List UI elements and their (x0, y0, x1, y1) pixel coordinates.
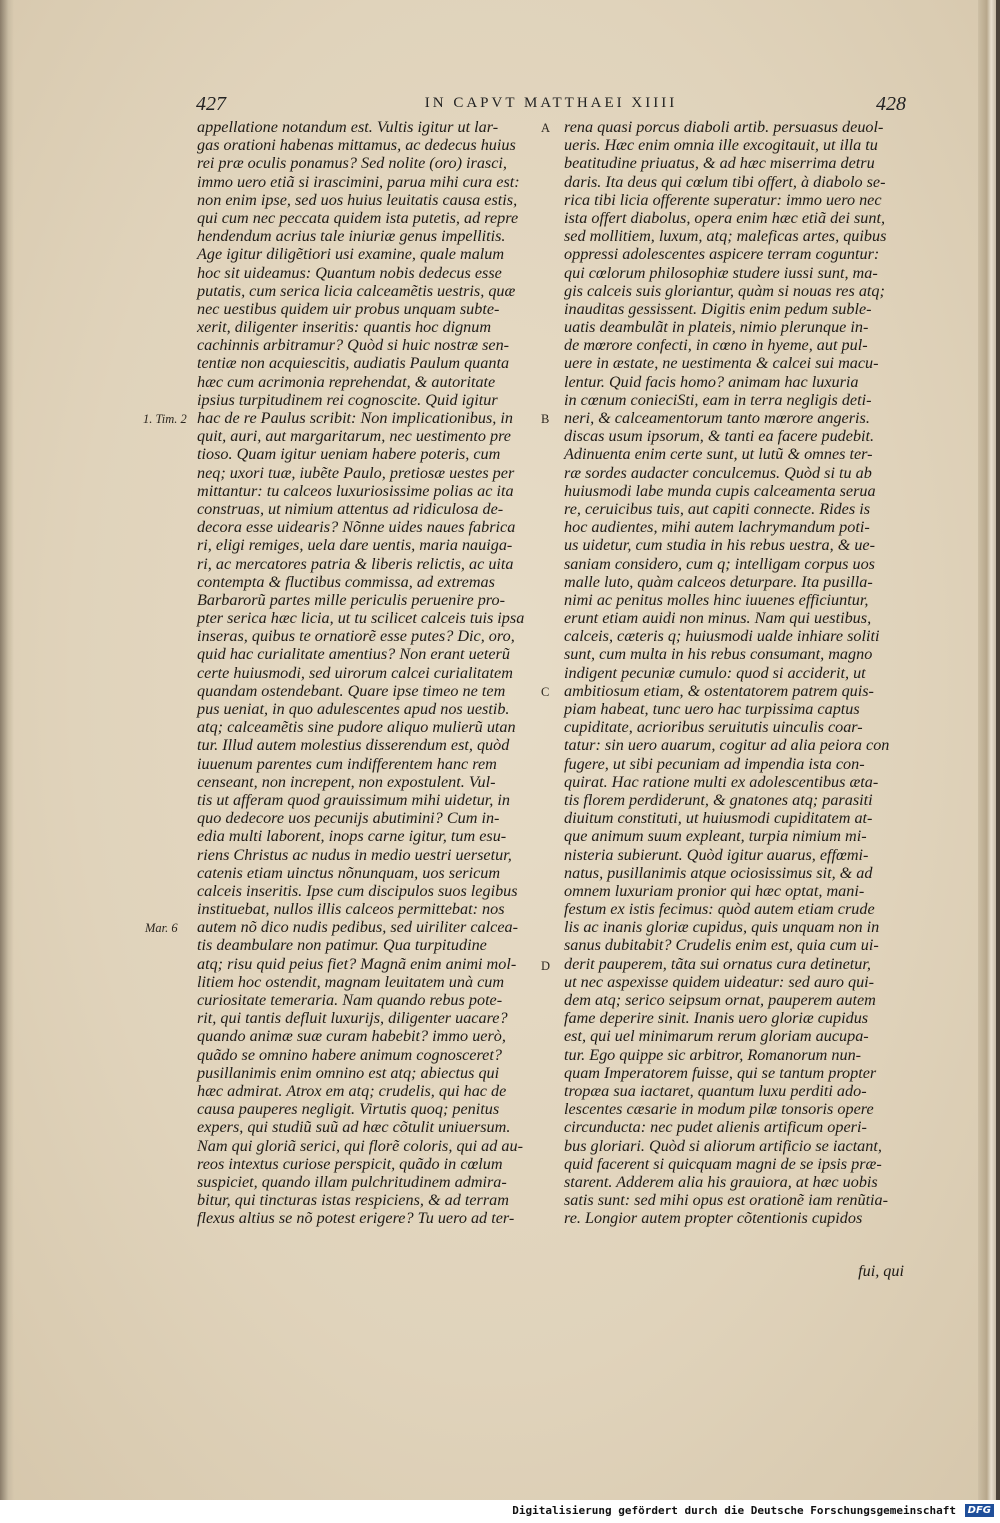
margin-note-1tim2: 1. Tim. 2 (143, 412, 187, 426)
text-line: sed mollitiem, luxum, atq; maleficas artes, quibus (564, 227, 887, 246)
section-marker-c: C (541, 685, 550, 699)
text-line: cupiditate, acrioribus seruitutis uinculis coar- (564, 718, 863, 737)
text-line: catenis etiam uinctus nõnunquam, uos sericum (197, 863, 501, 882)
text-line: pusillanimis enim omnino est atq; abiectus qui (197, 1063, 500, 1082)
text-line: uere in æstate, ne uestimenta & calcei sui macu- (564, 354, 879, 373)
text-line: putatis, cum serica licia calceamẽtis uestris, quæ (197, 281, 516, 300)
text-line: de mœrore confecti, in cœno in hyeme, aut pul- (564, 336, 868, 355)
text-line: quit, auri, aut margaritarum, nec uestimento pre (197, 427, 511, 446)
text-line: reos intextus curiose perspicit, quãdo in cœlum (197, 1154, 503, 1173)
text-line: Age igitur diligẽtiori usi examine, quale malum (197, 245, 505, 264)
margin-note-mar6: Mar. 6 (145, 921, 178, 935)
text-line: ut nec aspexisse quidem uideatur: sed auro qui- (564, 972, 875, 991)
text-line: ipsius turpitudinem rei cognoscite. Quid igitur (197, 390, 498, 409)
text-line: tentiæ non acquiescitis, audiatis Paulum quanta (197, 354, 510, 373)
text-line: Nam qui gloriã serici, qui florẽ coloris, qui ad au- (197, 1136, 523, 1155)
text-line: decora esse uidearis? Nõnne uides naues fabrica (197, 518, 516, 537)
text-line: quandam ostendebant. Quare ipse timeo ne tem (197, 681, 506, 700)
text-line: rica tibi licia offerente superatur: immo uero nec (564, 190, 882, 209)
text-line: Barbarorũ partes mille periculis peruenire pro- (197, 590, 505, 609)
text-line: inauditas gessissent. Digitis enim pedum suble- (564, 299, 872, 318)
text-line: atq; risu quid peius fiet? Magnã enim animi mol- (197, 954, 517, 973)
text-line: derit pauperem, tãta sui ornatus cura detinetur, (564, 954, 871, 973)
text-line: edia multi laborent, inops carne igitur, tum esu- (197, 827, 507, 846)
text-line: festum ex istis fecimus: quòd autem etiam crude (564, 900, 875, 919)
text-line: starent. Adderem alia his grauiora, at hæc uobis (564, 1172, 878, 1191)
text-line: censeant, non increpent, non expostulent. Vul- (197, 772, 496, 791)
text-line: quid facerent si quicquam magni de se ipsis præ- (564, 1154, 882, 1173)
section-marker-d: D (541, 959, 551, 973)
text-line: piam habeat, tunc uero hac turpissima captus (564, 700, 860, 718)
text-line: riens Christus ac nudus in medio uestri uersetur, (197, 845, 512, 864)
text-line: ambitiosum etiam, & ostentatorem patrem quis- (564, 681, 874, 700)
text-line: tur. Ego quippe sic arbitror, Romanorum nun- (564, 1045, 862, 1064)
text-line: tur. Illud autem molestius disserendum est, quòd (197, 736, 510, 755)
page-number-right: 428 (876, 93, 906, 115)
text-line: nisteria subierunt. Quòd igitur auarus, effœmi- (564, 845, 869, 864)
text-line: est, qui uel minimarum rerum gloriam aucupa- (564, 1027, 869, 1046)
text-line: satis sunt: sed mihi opus est orationẽ iam renũtia- (564, 1191, 889, 1210)
text-line: quirat. Hac ratione multi ex adolescentibus æta- (564, 772, 879, 791)
text-line: contempta & fluctibus commissa, ad extremas (197, 572, 495, 591)
text-line: nec uestibus quidem uir probus unquam subte- (197, 299, 500, 318)
text-line: quando animæ suæ curam habebit? immo uerò, (197, 1027, 506, 1046)
text-line: pus ueniat, in quo adulescentes apud nos uestib. (197, 700, 510, 718)
text-line: curiositate temeraria. Nam quando rebus pote- (197, 991, 503, 1009)
text-line: Adinuenta enim certe sunt, ut lutũ & omnes ter- (564, 445, 873, 464)
text-line: ri, ac mercatores patria & liberis relictis, ac uita (197, 554, 514, 573)
text-line: rena quasi porcus diaboli artib. persuasus deuol- (564, 118, 884, 136)
right-text-column (564, 118, 914, 1227)
digitization-footer (0, 1500, 1000, 1523)
text-line: re. Longior autem propter cõtentionis cupidos (564, 1209, 863, 1228)
text-line: gis calceis suis gloriantur, quàm si nouas res atq; (564, 281, 885, 300)
text-line: quo dedecore uos pecunijs abutimini? Cum in- (197, 809, 500, 828)
text-line: hæc cum acrimonia reprehendat, & autoritate (197, 372, 496, 391)
text-line: oppressi adolescentes aspicere terram coguntur: (564, 245, 880, 264)
text-line: suspiciet, quando illam pulchritudinem admira- (197, 1172, 507, 1191)
text-line: construas, ut nimium attentus ad ridiculosa de- (197, 499, 504, 518)
section-marker-a: A (541, 121, 551, 135)
text-line: causa pauperes negligit. Virtutis quoq; penitus (197, 1100, 500, 1119)
text-line: rit, qui tantis defluit luxurijs, diligenter uacare? (197, 1009, 508, 1028)
text-line: iuuenum parentes cum indifferentem hanc rem (197, 754, 497, 773)
text-line: erunt etiam auidi non minus. Nam qui uestibus, (564, 609, 872, 628)
text-line: ri, eligi remiges, uela dare uentis, maria nauiga- (197, 536, 513, 555)
text-line: in cœnum conieciSti, eam in terra negligis deti- (564, 390, 872, 409)
text-line: nimi ac penitus molles hinc iuuenes efficiuntur, (564, 590, 869, 609)
text-line: tis ut afferam quod grauissimum mihi uidetur, in (197, 790, 510, 809)
text-line: beatitudine priuatus, & ad hæc miserrima detru (564, 154, 875, 173)
text-line: saniam considero, cum q; intelligam corpus uos (564, 554, 875, 573)
text-line: neq; uxori tuæ, iubẽte Paulo, pretiosæ uestes per (197, 463, 515, 482)
text-line: inseras, quibus te ornatiorẽ esse putes? Dic, oro, (197, 627, 515, 646)
text-line: hac de re Paulus scribit: Non implicationibus, in (197, 409, 513, 427)
text-line: hoc sit uideamus: Quantum nobis dedecus esse (197, 263, 502, 282)
text-line: rei præ oculis ponamus? Sed nolite (oro) irasci, (197, 154, 507, 173)
text-line: hendendum acrius tale iniuriæ genus impellitis. (197, 227, 506, 246)
text-line: xerit, diligenter inseritis: quantis hoc dignum (197, 318, 492, 337)
text-line: tropæa sua iactaret, quantum luxu perditi ado- (564, 1081, 867, 1100)
text-line: natus, pusillanimis atque ociosissimus sit, & ad (564, 863, 873, 882)
text-line: bus gloriari. Quòd si aliorum artificio se iactant, (564, 1136, 882, 1155)
text-line: lis ac inanis gloriæ cupidus, quis unquam non in (564, 918, 880, 937)
text-line: sunt, cum multa in his rebus consumant, magno (564, 645, 873, 664)
running-title: IN CAPVT MATTHAEI XIIII (424, 95, 678, 111)
binding-gutter (0, 0, 14, 1500)
text-line: dem atq; serico seipsum ornat, pauperem autem (564, 991, 876, 1009)
text-line: omnem luxuriam pronior qui hæc optat, mani- (564, 881, 865, 900)
text-line: diuitum constituti, ut huiusmodi cupiditatem at- (564, 809, 873, 828)
text-line: autem nõ dico nudis pedibus, sed uiriliter calcea- (197, 918, 518, 937)
text-line: tis deambulare non patimur. Qua turpitudine (197, 936, 487, 955)
catchword: fui, qui (858, 1262, 904, 1280)
text-line: calceis inseritis. Ipse cum discipulos suos legibus (197, 881, 518, 900)
text-line: ueris. Hæc enim omnia ille excogitauit, ut illa tu (564, 136, 878, 155)
text-line: malle luto, quàm calceos deturpare. Ita pusilla- (564, 572, 873, 591)
page-number-left: 427 (196, 93, 226, 115)
text-line: litiem hoc ostendit, magnam leuitatem unà cum (197, 972, 505, 991)
left-text-column (197, 118, 537, 1227)
text-line: indigent pecuniæ cumulo: quod si acciderit, ut (564, 663, 866, 682)
section-marker-b: B (541, 412, 550, 426)
text-line: sanus dubitabit? Crudelis enim est, quia cum ui- (564, 936, 879, 955)
text-line: qui cum nec peccata quidem ista putetis, ad repre (197, 208, 519, 227)
text-line: ista offert diabolus, opera enim hæc etiã dei sunt, (564, 208, 886, 227)
text-line: atq; calceamẽtis sine pudore aliquo mulierũ utan (197, 718, 516, 737)
text-line: quam Imperatorem fuisse, qui se tantum propter (564, 1063, 877, 1082)
running-header (196, 93, 906, 117)
text-line: discas usum ipsorum, & tanti ea facere pudebit. (564, 427, 875, 446)
text-line: que animum suum expleant, turpia nimium mi- (564, 827, 867, 846)
text-line: tis florem perdiderunt, & gnatones atq; parasiti (564, 790, 873, 809)
text-line: us uidetur, cum studia in his rebus uestra, & ue- (564, 536, 875, 555)
text-line: hoc audientes, mihi autem lachrymandum poti- (564, 518, 870, 537)
text-line: calceis, cæteris q; huiusmodi ualde inhiare soliti (564, 627, 880, 646)
text-line: mittantur: tu calceos luxuriosissime polias ac ita (197, 481, 514, 500)
text-line: quid hac curialitate amentius? Non erant ueterũ (197, 645, 510, 664)
text-line: circunducta: nec pudet alienis artificum operi- (564, 1118, 867, 1137)
text-line: lentur. Quid facis homo? animam hac luxuria (564, 372, 859, 391)
dfg-logo: DFG (965, 1504, 994, 1517)
text-line: daris. Ita deus qui cœlum tibi offert, à diabolo se- (564, 172, 886, 191)
text-line: gas orationi habenas mittamus, ac dedecus huius (197, 136, 516, 155)
funding-credit: Digitalisierung gefördert durch die Deutsche Forschungsgemeinschaft (512, 1504, 956, 1517)
text-line: non enim ipse, sed uos huius leuitatis causa estis, (197, 190, 518, 209)
text-line: lescentes cæsarie in modum pilæ tonsoris opere (564, 1100, 874, 1119)
text-line: qui cœlorum philosophiæ studere iussi sunt, ma- (564, 263, 878, 282)
text-line: fugere, ut sibi pecuniam ad impendia ista con- (564, 754, 865, 773)
text-line: bitur, qui tincturas istas respiciens, & ad terram (197, 1191, 509, 1210)
text-line: tatur: sin uero auarum, cogitur ad alia peiora con (564, 736, 890, 755)
page-edge (978, 0, 1000, 1500)
text-line: fame deperire sinit. Inanis uero gloriæ cupidus (564, 1009, 869, 1028)
text-line: tioso. Quam igitur ueniam habere poteris, cum (197, 445, 501, 464)
text-line: cachinnis arbitramur? Quòd si huic nostræ sen- (197, 336, 510, 355)
text-line: pter serica hæc licia, ut tu scilicet calceis tuis ipsa (197, 609, 525, 628)
text-line: instituebat, nullos illis calceos permittebat: nos (197, 900, 505, 919)
text-line: re, ceruicibus tuis, aut capiti connecte. Rides is (564, 499, 870, 518)
text-line: flexus altius se nõ potest erigere? Tu uero ad ter- (197, 1209, 515, 1228)
text-line: appellatione notandum est. Vultis igitur ut lar- (197, 118, 499, 136)
text-line: ræ sordes audacter conculcemus. Quòd si tu ab (564, 463, 872, 482)
text-line: immo uero etiã si irascimini, parua mihi cura est: (197, 172, 520, 191)
text-line: neri, & calceamentorum tanto mœrore angeris. (564, 409, 870, 427)
text-line: huiusmodi labe munda cupis calceamenta serua (564, 481, 876, 500)
text-line: quãdo se omnino habere animum cognosceret? (197, 1045, 502, 1064)
text-line: expers, qui studiũ suũ ad hæc cõtulit uniuersum. (197, 1118, 511, 1137)
text-line: uatis deambulãt in plateis, nimio plerunque in- (564, 318, 869, 337)
text-line: certe huiusmodi, sed uirorum calcei curialitatem (197, 663, 513, 682)
text-line: hæc admirat. Atrox em atq; crudelis, qui hac de (197, 1081, 507, 1100)
